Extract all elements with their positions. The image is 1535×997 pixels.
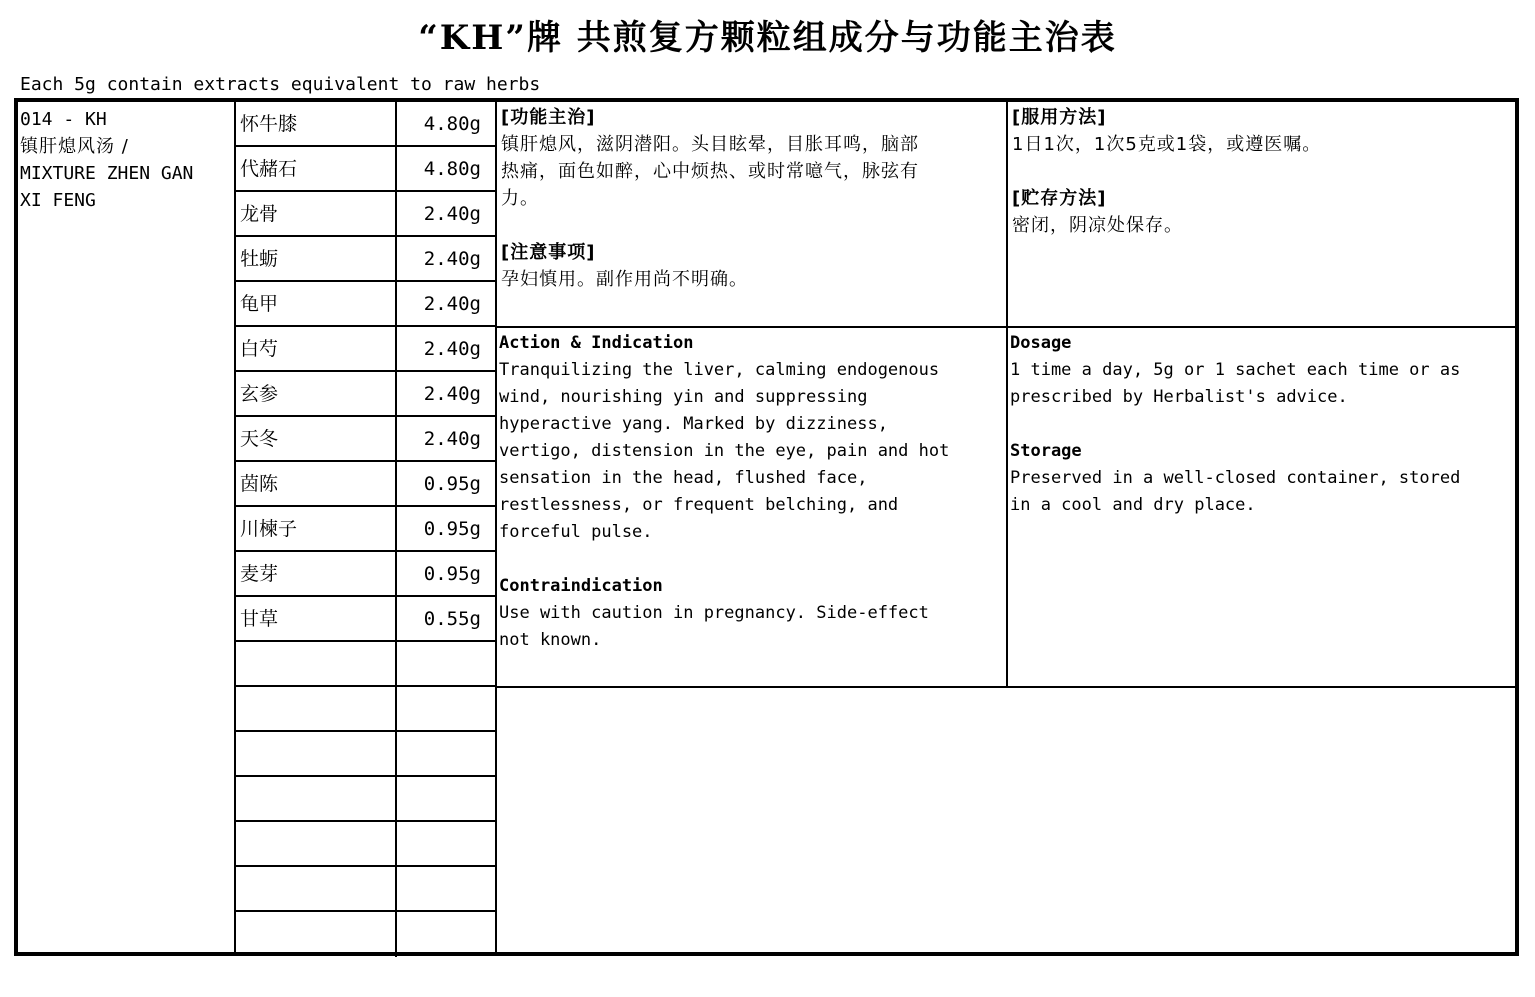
en-action-line: wind, nourishing yin and suppressing (499, 387, 868, 407)
herb-name: 玄参 (240, 383, 279, 405)
en-action-line: restlessness, or frequent belching, and (499, 495, 899, 515)
herb-name: 麦芽 (240, 563, 279, 585)
herb-dose: 2.40g (423, 293, 481, 315)
herb-name: 白芍 (240, 338, 279, 360)
en-storage-line: Preserved in a well-closed container, stored (1010, 468, 1461, 488)
table-row (236, 867, 496, 912)
cn-usage-cell (1008, 104, 1515, 239)
herb-name: 怀牛膝 (240, 113, 298, 135)
en-contra-line: Use with caution in pregnancy. Side-effect (499, 603, 929, 623)
cn-action-heading: [功能主治] (501, 107, 596, 128)
herb-name (240, 822, 390, 865)
herb-dose: 2.40g (423, 428, 481, 450)
herb-dose: 0.55g (423, 608, 481, 630)
herb-dose: 2.40g (423, 383, 481, 405)
product-name-en-line-2: XI FENG (20, 190, 96, 211)
table-row (236, 102, 496, 147)
herb-name (240, 912, 390, 955)
product-name-cn: 镇肝熄风汤 / (20, 136, 129, 157)
table-row (236, 237, 496, 282)
herb-name (240, 777, 390, 820)
cn-usage-text: 1日1次，1次5克或1袋，或遵医嘱。 (1012, 134, 1322, 155)
page-title: “KH”牌 共煎复方颗粒组成分与功能主治表 (418, 18, 1117, 58)
table-row (236, 687, 496, 732)
cn-action-line: 镇肝熄风，滋阴潜阳。头目眩晕，目胀耳鸣，脑部 (501, 134, 919, 155)
table-row (236, 372, 496, 417)
herb-name: 牡蛎 (240, 248, 279, 270)
herb-name: 甘草 (240, 608, 279, 630)
en-contra-line: not known. (499, 630, 602, 650)
herb-name: 天冬 (240, 428, 279, 450)
cn-action-line: 力。 (501, 188, 539, 209)
table-row (236, 327, 496, 372)
herb-dose (397, 687, 481, 730)
herb-dose: 0.95g (423, 473, 481, 495)
ingredient-table (14, 98, 1519, 956)
herb-dose: 2.40g (423, 203, 481, 225)
divider (495, 686, 1515, 688)
herb-name (240, 687, 390, 730)
table-row (236, 597, 496, 642)
herb-dose: 2.40g (423, 338, 481, 360)
en-dosage-heading: Dosage (1010, 333, 1072, 353)
herb-name: 代赭石 (240, 158, 298, 180)
cn-storage-heading: [贮存方法] (1012, 188, 1107, 209)
herb-name (240, 732, 390, 775)
table-row (236, 417, 496, 462)
table-row (236, 822, 496, 867)
herb-name (240, 867, 390, 910)
subtitle: Each 5g contain extracts equivalent to raw herbs (20, 74, 541, 95)
herb-dose: 4.80g (423, 158, 481, 180)
cn-caution-text: 孕妇慎用。副作用尚不明确。 (501, 269, 748, 290)
cn-usage-heading: [服用方法] (1012, 107, 1107, 128)
herb-dose (397, 822, 481, 865)
herb-dose (397, 912, 481, 955)
herb-name: 茵陈 (240, 473, 279, 495)
herb-dose (397, 642, 481, 685)
en-dosage-line: prescribed by Herbalist's advice. (1010, 387, 1348, 407)
herb-name: 龟甲 (240, 293, 279, 315)
herb-name (240, 642, 390, 685)
en-action-heading: Action & Indication (499, 333, 694, 353)
herb-dose (397, 732, 481, 775)
cn-caution-heading: [注意事项] (501, 242, 596, 263)
en-contra-heading: Contraindication (499, 576, 663, 596)
table-row (236, 642, 496, 687)
en-action-line: sensation in the head, flushed face, (499, 468, 868, 488)
table-row (236, 507, 496, 552)
en-action-line: Tranquilizing the liver, calming endogenous (499, 360, 940, 380)
table-row (236, 732, 496, 777)
table-row (236, 912, 496, 957)
table-row (236, 462, 496, 507)
cn-storage-text: 密闭，阴凉处保存。 (1012, 215, 1183, 236)
en-storage-line: in a cool and dry place. (1010, 495, 1256, 515)
cn-action-line: 热痛，面色如醉，心中烦热、或时常噫气，脉弦有 (501, 161, 919, 182)
table-row (236, 147, 496, 192)
herb-dose (397, 777, 481, 820)
divider (495, 326, 1515, 328)
table-row (236, 552, 496, 597)
en-storage-heading: Storage (1010, 441, 1082, 461)
en-action-line: vertigo, distension in the eye, pain and hot (499, 441, 950, 461)
herb-dose: 0.95g (423, 563, 481, 585)
herb-name: 龙骨 (240, 203, 279, 225)
product-code: 014 - KH (20, 109, 107, 130)
herb-dose: 0.95g (423, 518, 481, 540)
product-cell (18, 102, 236, 952)
en-action-line: hyperactive yang. Marked by dizziness, (499, 414, 888, 434)
herb-name: 川楝子 (240, 518, 298, 540)
product-name-en-line-1: MIXTURE ZHEN GAN (20, 163, 194, 184)
en-dosage-line: 1 time a day, 5g or 1 sachet each time or as (1010, 360, 1461, 380)
herb-dose (397, 867, 481, 910)
en-action-line: forceful pulse. (499, 522, 653, 542)
table-row (236, 282, 496, 327)
table-row (236, 192, 496, 237)
herb-dose: 4.80g (423, 113, 481, 135)
cn-action-cell (497, 104, 1006, 293)
en-action-cell (497, 330, 1006, 654)
table-row (236, 777, 496, 822)
herb-dose: 2.40g (423, 248, 481, 270)
en-dosage-cell (1008, 330, 1515, 519)
